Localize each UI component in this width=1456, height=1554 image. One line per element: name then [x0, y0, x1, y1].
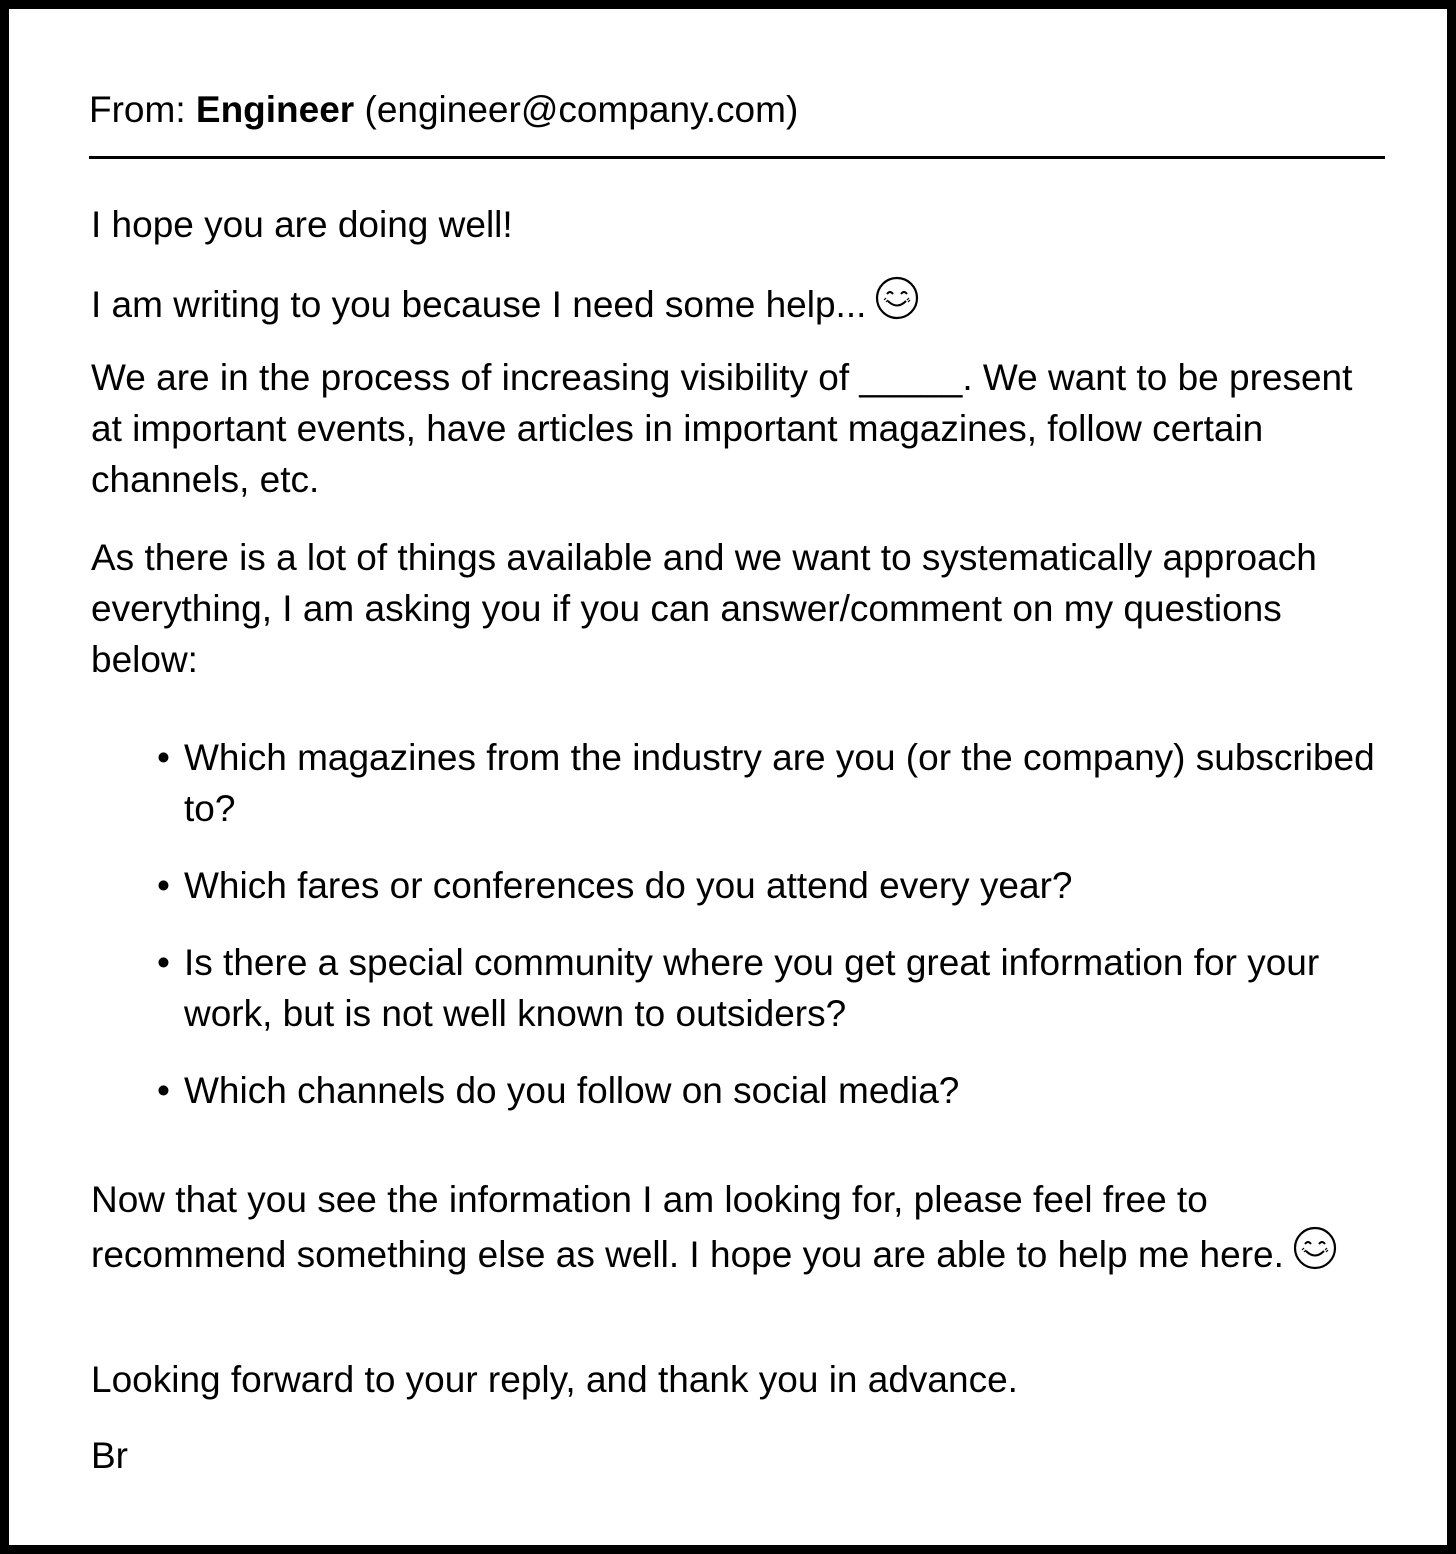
question-text: Which channels do you follow on social media?	[184, 1070, 960, 1111]
greeting-paragraph: I hope you are doing well!	[91, 204, 513, 245]
sender-name: Engineer	[195, 89, 355, 130]
sender-email: (engineer@company.com)	[364, 89, 799, 130]
smiling-face-icon	[874, 275, 920, 321]
questions-list	[157, 732, 1387, 1142]
from-label: From:	[89, 89, 186, 130]
closing-paragraph	[91, 1174, 1391, 1280]
list-item	[157, 1065, 1387, 1116]
list-item	[157, 860, 1387, 911]
request-paragraph: As there is a lot of things available and we want to systematically approach everything, I am asking you if you can answer/comment on my questions below:	[91, 537, 1317, 680]
thanks-paragraph: Looking forward to your reply, and thank you in advance.	[91, 1359, 1018, 1400]
closing-text: Now that you see the information I am looking for, please feel free to recommend something else as well. I hope you are able to help me here.	[91, 1179, 1284, 1275]
bullet-icon: •	[157, 1070, 170, 1111]
question-text: Is there a special community where you get great information for your work, but is not well known to outsiders?	[184, 942, 1320, 1034]
question-text: Which magazines from the industry are you (or the company) subscribed to?	[184, 737, 1375, 829]
question-text: Which fares or conferences do you attend every year?	[184, 865, 1073, 906]
email-from-line	[89, 85, 798, 135]
intro-paragraph	[91, 275, 1391, 330]
intro-text: I am writing to you because I need some help...	[91, 284, 867, 325]
bullet-icon: •	[157, 942, 170, 983]
bullet-icon: •	[157, 737, 170, 778]
visibility-paragraph: We are in the process of increasing visibility of _____. We want to be present at important events, have articles in important magazines, follow certain channels, etc.	[91, 357, 1353, 500]
list-item	[157, 732, 1387, 834]
bullet-icon: •	[157, 865, 170, 906]
signoff: Br	[91, 1435, 128, 1476]
header-divider	[89, 156, 1385, 159]
list-item	[157, 937, 1387, 1039]
smiling-face-icon	[1292, 1225, 1338, 1271]
